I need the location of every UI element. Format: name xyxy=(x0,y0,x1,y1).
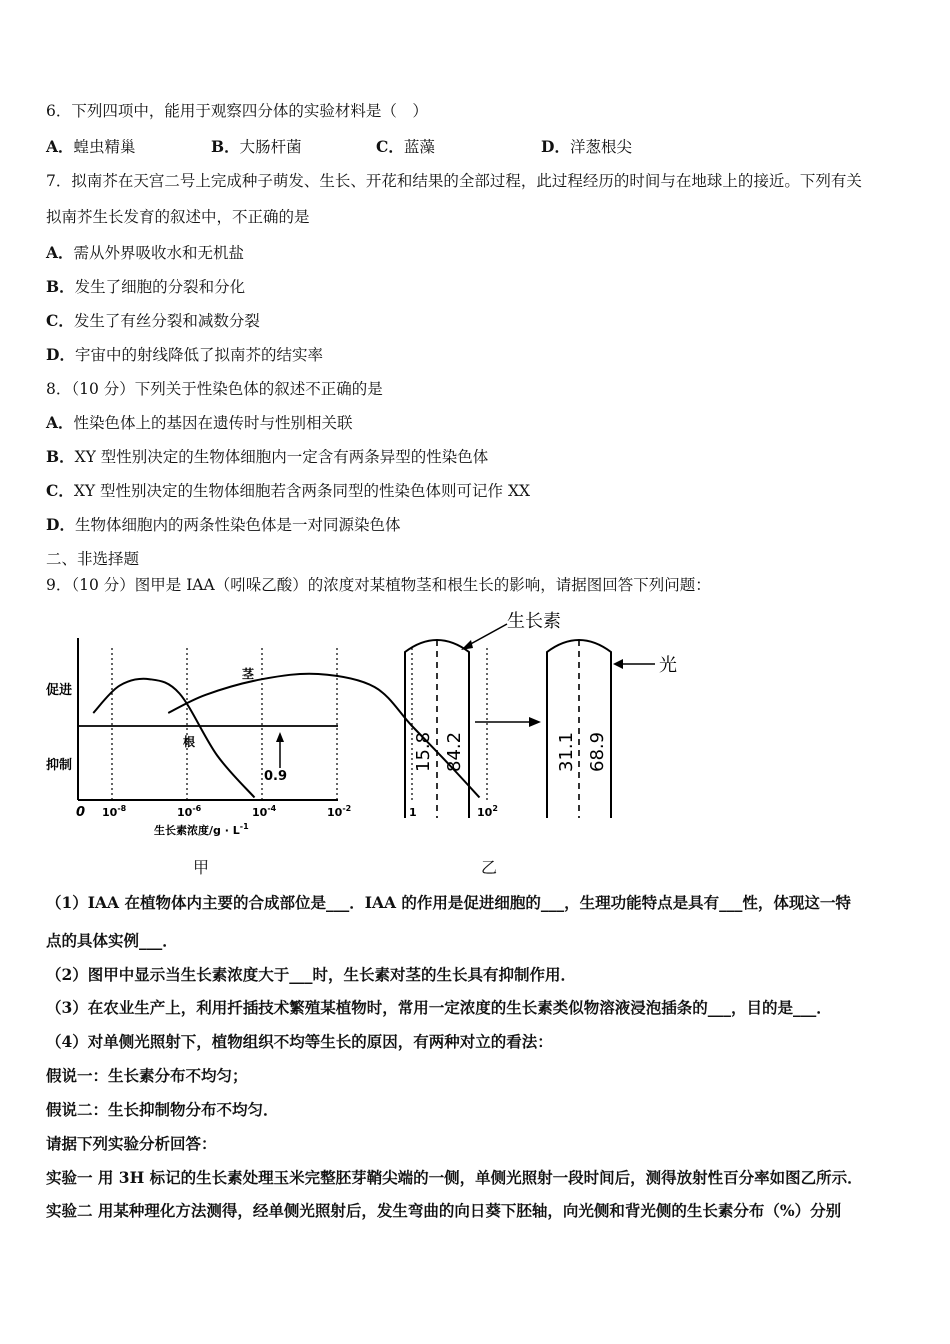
figure-yi-diagram xyxy=(395,600,695,830)
x-tick-label: $10^{-6}$ xyxy=(177,804,202,819)
q9-sub1-line1: （1）IAA 在植物体内主要的合成部位是___．IAA 的作用是促进细胞的___，生理功能特点是具有___性，体现这一特 xyxy=(46,893,851,912)
q6-option-b[interactable]: B．大肠杆菌 xyxy=(211,137,302,156)
q9-sub1-line2: 点的具体实例___． xyxy=(46,931,178,950)
figure-yi-caption: 乙 xyxy=(481,858,498,877)
q8-stem: 8．（10 分）下列关于性染色体的叙述不正确的是 xyxy=(46,380,383,398)
auxin-arrow xyxy=(467,624,507,646)
q8-option-d[interactable]: D．生物体细胞内的两条性染色体是一对同源染色体 xyxy=(46,515,401,534)
q6-options xyxy=(46,136,632,158)
q7-stem-line2: 拟南芥生长发育的叙述中，不正确的是 xyxy=(46,208,310,226)
origin-label: 0 xyxy=(76,805,86,820)
q8-option-b[interactable]: B．XY 型性别决定的生物体细胞内一定含有两条异型的性染色体 xyxy=(46,447,489,466)
q6-option-c[interactable]: C．蓝藻 xyxy=(376,137,435,156)
stem-curve-label: 茎 xyxy=(242,667,255,681)
section-heading: 二、非选择题 xyxy=(46,550,140,568)
left-value-2: 84.2 xyxy=(444,731,465,772)
q6-option-d[interactable]: D．洋葱根尖 xyxy=(541,137,632,156)
q8-option-a[interactable]: A．性染色体上的基因在遗传时与性别相关联 xyxy=(46,413,353,432)
right-value-1: 31.1 xyxy=(556,731,577,772)
x-tick-label: $10^2$ xyxy=(477,804,498,819)
q9-prompt: 请据下列实验分析回答： xyxy=(46,1134,217,1153)
x-tick-label: 1 xyxy=(409,806,417,819)
figure-jia-caption: 甲 xyxy=(193,858,210,877)
q7-stem-line1: 7．拟南芥在天宫二号上完成种子萌发、生长、开花和结果的全部过程，此过程经历的时间与在地球上的接近。下列有关 xyxy=(46,172,862,190)
root-curve xyxy=(93,679,254,798)
x-tick-label: $10^{-2}$ xyxy=(327,804,352,819)
q9-hypothesis-1: 假说一：生长素分布不均匀； xyxy=(46,1066,248,1085)
x-tick-label: $10^{-4}$ xyxy=(252,804,277,819)
light-arrow-head xyxy=(613,659,623,669)
x-tick-label: $10^{-8}$ xyxy=(102,804,127,819)
q9-experiment-2: 实验二 用某种理化方法测得，经单侧光照射后，发生弯曲的向日葵下胚轴，向光侧和背光侧的生长素分布（%）分别 xyxy=(46,1201,842,1220)
q9-sub3: （3）在农业生产上，利用扦插技术繁殖某植物时，常用一定浓度的生长素类似物溶液浸泡插条的___，目的是___． xyxy=(46,998,832,1017)
light-label: 光 xyxy=(659,655,677,676)
q9-stem: 9．（10 分）图甲是 IAA（吲哚乙酸）的浓度对某植物茎和根生长的影响，请据图回答下列问题： xyxy=(46,576,711,594)
auxin-label: 生长素 xyxy=(507,611,561,632)
q7-option-a[interactable]: A．需从外界吸收水和无机盐 xyxy=(46,243,245,262)
left-value-1: 15.8 xyxy=(413,731,434,772)
q9-hypothesis-2: 假说二：生长抑制物分布不均匀． xyxy=(46,1100,279,1119)
root-curve-label: 根 xyxy=(183,735,196,749)
transition-arrow-head xyxy=(529,717,541,727)
y-label-promote: 促进 xyxy=(46,683,73,698)
threshold-arrow-head xyxy=(276,732,284,742)
q7-option-c[interactable]: C．发生了有丝分裂和减数分裂 xyxy=(46,311,260,330)
q9-experiment-1: 实验一 用 3H 标记的生长素处理玉米完整胚芽鞘尖端的一侧，单侧光照射一段时间后，测得放射性百分率如图乙所示． xyxy=(46,1168,863,1187)
right-value-2: 68.9 xyxy=(587,731,608,772)
q6-option-a[interactable]: A．蝗虫精巢 xyxy=(46,137,136,156)
threshold-label: 0.9 xyxy=(264,769,288,784)
x-axis-title: 生长素浓度$/g \cdot L^{-1}$ xyxy=(154,822,249,837)
q9-sub2: （2）图甲中显示当生长素浓度大于___时，生长素对茎的生长具有抑制作用． xyxy=(46,965,577,984)
q7-option-b[interactable]: B．发生了细胞的分裂和分化 xyxy=(46,277,246,296)
q7-option-d[interactable]: D．宇宙中的射线降低了拟南芥的结实率 xyxy=(46,345,323,364)
y-label-inhibit: 抑制 xyxy=(46,758,73,773)
q8-option-c[interactable]: C．XY 型性别决定的生物体细胞若含两条同型的性染色体则可记作 XX xyxy=(46,481,531,500)
q9-sub4: （4）对单侧光照射下，植物组织不均等生长的原因，有两种对立的看法： xyxy=(46,1032,553,1051)
q6-stem: 6．下列四项中，能用于观察四分体的实验材料是（ ） xyxy=(46,102,428,120)
